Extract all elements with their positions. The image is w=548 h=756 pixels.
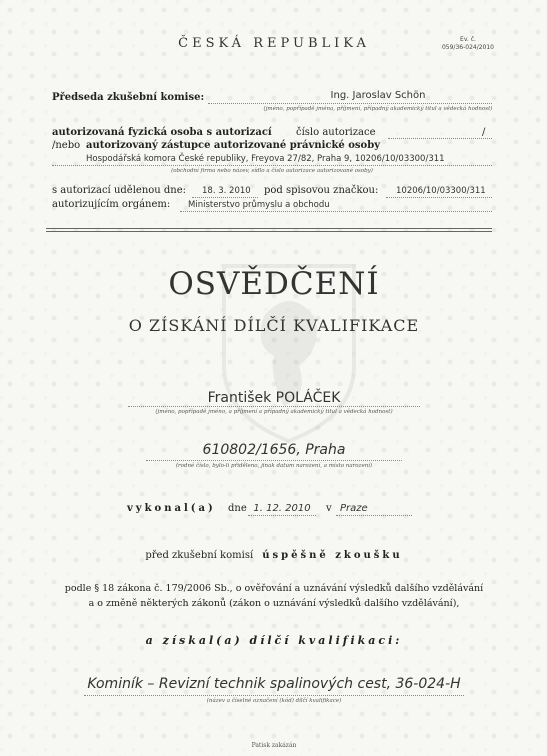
exam-date: 1. 12. 2010 (253, 503, 311, 514)
authorized-rep-label: autorizovaný zástupce autorizované právnické osoby (86, 140, 381, 151)
organization-caption: (obchodní firma nebo název, sídlo a číslo autorizace autorizované osoby) (171, 168, 373, 174)
law-line-1: podle § 18 zákona č. 179/2006 Sb., o ověřování a uznávání výsledků dalšího vzdělávání (64, 583, 484, 594)
evidence-value: 059/36-024/2010 (441, 44, 495, 51)
holder-name: František POLÁČEK (207, 390, 341, 406)
or-prefix: /nebo (52, 140, 81, 151)
auth-slash: / (482, 127, 486, 138)
chair-value: Ing. Jaroslav Schön (330, 90, 426, 101)
exam-result: úspěšně zkoušku (262, 550, 403, 561)
authority-value: Ministerstvo průmyslu a obchodu (188, 200, 330, 210)
certificate-subtitle: O ZÍSKÁNÍ DÍLČÍ KVALIFIKACE (128, 316, 420, 335)
granted-label: s autorizací udělenou dne: (52, 185, 187, 196)
acquired-label: a získal(a) dílčí kvalifikaci: (145, 634, 403, 647)
chair-caption: (jméno, popřípadě jména, příjmení, případný akademický titul a vědecká hodnost) (263, 106, 493, 112)
holder-caption: (jméno, popřípadě jméno, a příjmení a případný akademický titul a vědecká hodnost) (155, 409, 393, 415)
qualification-caption: (název a číselné označení (kód) dílčí kvalifikace) (206, 698, 342, 704)
evidence-number (428, 36, 508, 52)
place-label: v (326, 503, 332, 514)
section-divider (46, 228, 492, 232)
law-line-2: a o změně některých zákonů (zákon o uznávání výsledků dalšího vzdělávání), (88, 598, 460, 609)
file-number: 10206/10/03300/311 (396, 186, 486, 196)
country-title: ČESKÁ REPUBLIKA (178, 36, 370, 51)
auth-number-label: číslo autorizace (296, 127, 376, 138)
performed-label: vykonal(a) (127, 503, 216, 514)
birth-caption: (rodné číslo, bylo-li přiděleno, jinak datum narození, a místo narození) (175, 463, 373, 469)
evidence-label: Ev. č. (460, 36, 476, 43)
qualification-name: Kominík – Revizní technik spalinových cest, 36-024-H (87, 676, 461, 692)
footer-note: Patisk zakázán (251, 742, 297, 749)
chair-label: Předseda zkušební komise: (52, 92, 205, 103)
authority-label: autorizujícím orgánem: (52, 199, 171, 210)
birth-info: 610802/1656, Praha (202, 442, 346, 458)
authorized-person-label: autorizovaná fyzická osoba s autorizací (52, 127, 272, 138)
granted-date: 18. 3. 2010 (202, 186, 251, 196)
exam-place: Praze (340, 503, 368, 514)
organization-value: Hospodářská komora České republiky, Freyova 27/82, Praha 9, 10206/10/03300/311 (86, 154, 445, 164)
file-label: pod spisovou značkou: (264, 185, 379, 196)
exam-prefix: před zkušební komisí (145, 550, 254, 561)
certificate-title: OSVĚDČENÍ (168, 266, 380, 302)
date-label: dne (228, 503, 247, 514)
exam-line (0, 543, 548, 562)
